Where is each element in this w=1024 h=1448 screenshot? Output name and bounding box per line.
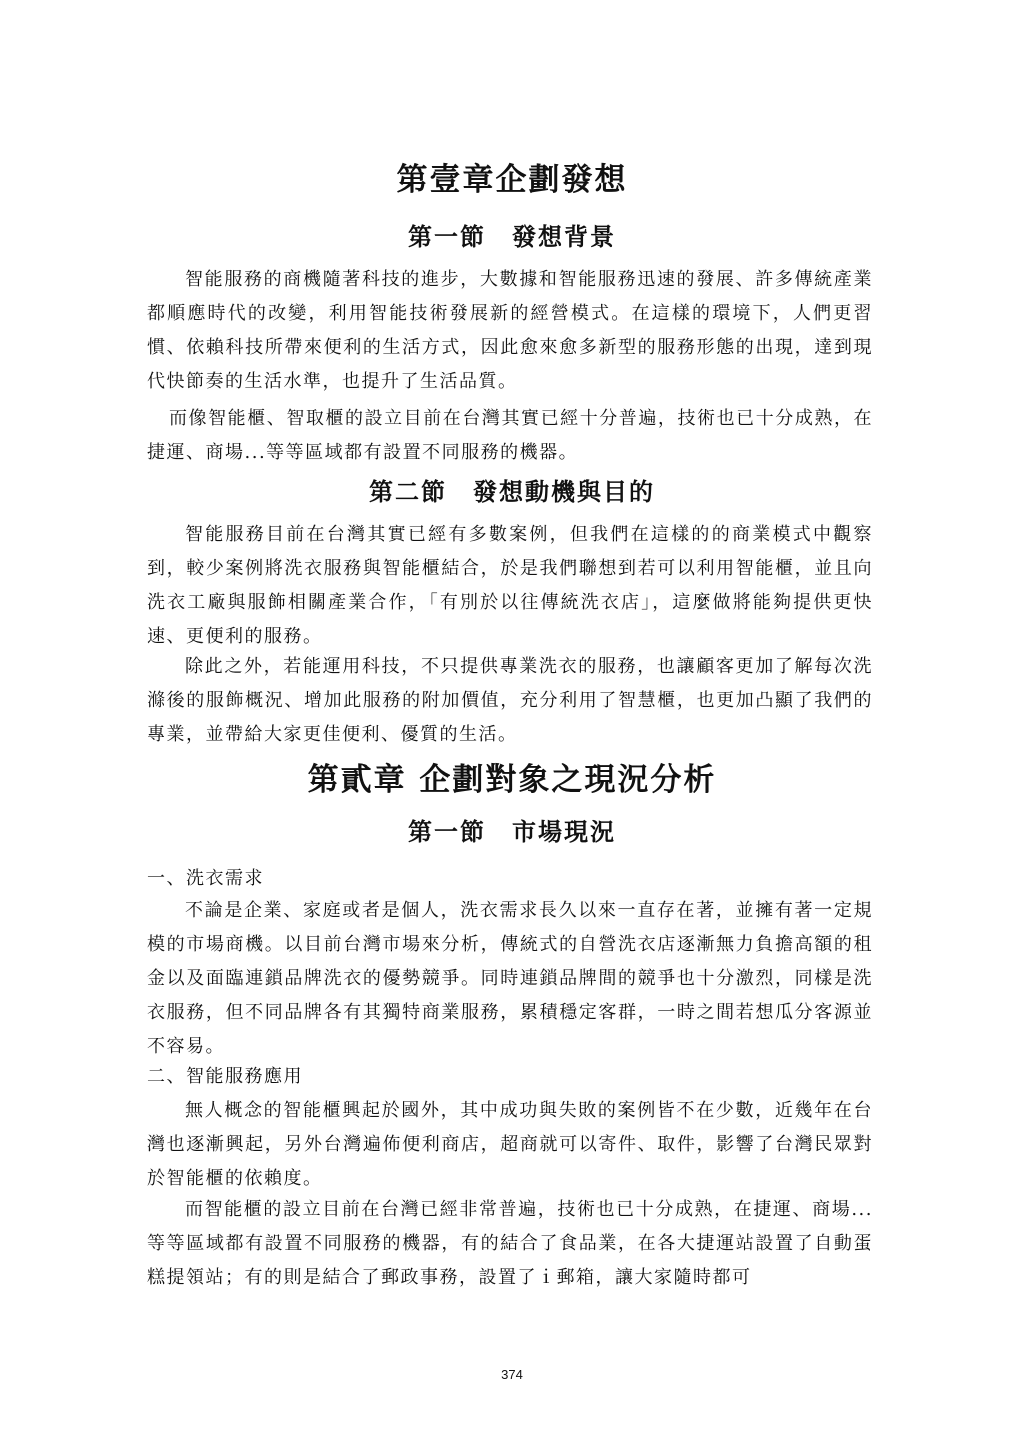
smart-service-paragraph-1: 無人概念的智能櫃興起於國外，其中成功與失敗的案例皆不在少數，近幾年在台灣也逐漸興起，另外台灣遍佈便利商店，超商就可以寄件、取件，影響了台灣民眾對於智能櫃的依賴度。 (147, 1100, 873, 1189)
chapter-2-section-1-title: 第一節 市場現況 (408, 817, 616, 846)
laundry-demand-paragraph: 不論是企業、家庭或者是個人，洗衣需求長久以來一直存在著，並擁有著一定規模的市場商機。以目前台灣市場來分析，傳統式的自營洗衣店逐漸無力負擔高額的租金以及面臨連鎖品牌洗衣的優勢競爭。同時連鎖品牌間的競爭也十分激烈，同樣是洗衣服務，但不同品牌各有其獨特商業服務，累積穩定客群，一時之間若想瓜分客源並不容易。 (147, 900, 873, 1057)
page-number: 374 (501, 1367, 523, 1382)
chapter-1-section-1-title: 第一節 發想背景 (408, 222, 616, 251)
chapter-1-title: 第壹章企劃發想 (396, 162, 628, 198)
chapter-1-section-1-paragraph-2: 而像智能櫃、智取櫃的設立目前在台灣其實已經十分普遍，技術也已十分成熟，在捷運、商場...等等區域都有設置不同服務的機器。 (147, 408, 873, 463)
smart-service-paragraph-2: 而智能櫃的設立目前在台灣已經非常普遍，技術也已十分成熟，在捷運、商場...等等區域都有設置不同服務的機器，有的結合了食品業，在各大捷運站設置了自動蛋糕提領站；有的則是結合了郵政事務，設置了ｉ郵箱，讓大家隨時都可 (147, 1199, 873, 1288)
chapter-1-section-1-paragraph-1: 智能服務的商機隨著科技的進步，大數據和智能服務迅速的發展、許多傳統產業都順應時代的改變，利用智能技術發展新的經營模式。在這樣的環境下，人們更習慣、依賴科技所帶來便利的生活方式，因此愈來愈多新型的服務形態的出現，達到現代快節奏的生活水準，也提升了生活品質。 (147, 269, 873, 392)
chapter-1-section-2-title: 第二節 發想動機與目的 (369, 477, 655, 506)
chapter-2-title: 第貳章 企劃對象之現況分析 (307, 762, 717, 798)
subsection-heading-smart-service: 二、智能服務應用 (147, 1066, 303, 1087)
chapter-1-section-2-paragraph-1: 智能服務目前在台灣其實已經有多數案例，但我們在這樣的的商業模式中觀察到，較少案例將洗衣服務與智能櫃結合，於是我們聯想到若可以利用智能櫃，並且向洗衣工廠與服飾相關產業合作，「有別於以往傳統洗衣店」，這麼做將能夠提供更快速、更便利的服務。 (147, 524, 873, 647)
chapter-1-section-2-paragraph-2: 除此之外，若能運用科技，不只提供專業洗衣的服務，也讓顧客更加了解每次洗滌後的服飾概況、增加此服務的附加價值，充分利用了智慧櫃，也更加凸顯了我們的專業，並帶給大家更佳便利、優質的生活。 (147, 656, 873, 745)
subsection-heading-laundry-demand: 一、洗衣需求 (147, 868, 264, 889)
